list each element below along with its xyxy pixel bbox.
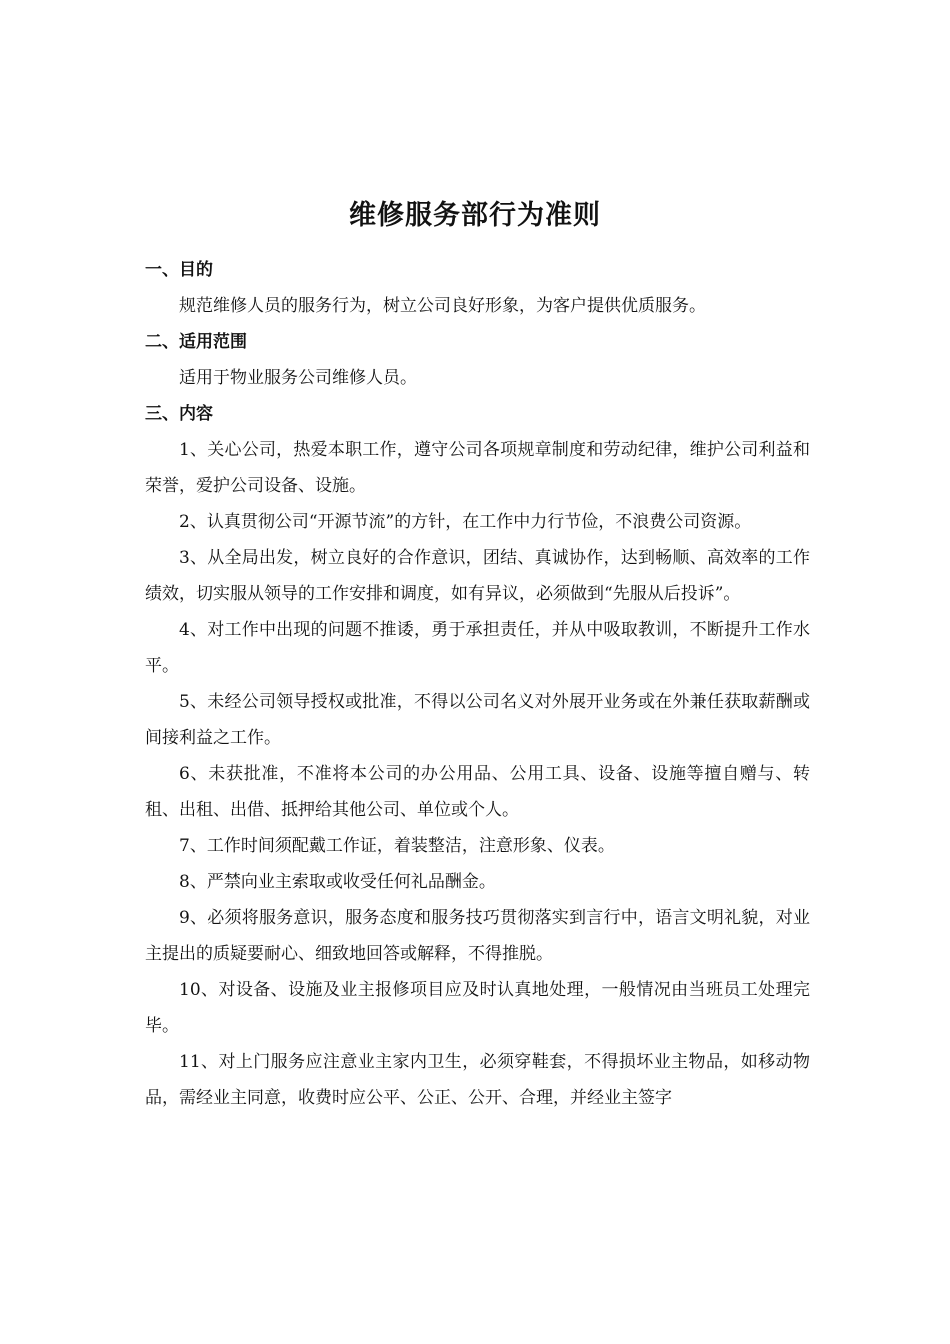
- section-content: [145, 396, 810, 1116]
- section-heading: 三、内容: [145, 404, 213, 424]
- rule-item-10: 10、对设备、设施及业主报修项目应及时认真地处理，一般情况由当班员工处理完毕。: [145, 980, 810, 1036]
- paragraph: 适用于物业服务公司维修人员。: [179, 368, 417, 388]
- rule-item-1: 1、关心公司，热爱本职工作，遵守公司各项规章制度和劳动纪律，维护公司利益和荣誉，爱护公司设备、设施。: [145, 440, 810, 496]
- section-scope: [145, 324, 810, 396]
- rule-item-11: 11、对上门服务应注意业主家内卫生，必须穿鞋套，不得损坏业主物品，如移动物品，需经业主同意，收费时应公平、公正、公开、合理，并经业主签字: [145, 1052, 810, 1108]
- rule-item-3: 3、从全局出发，树立良好的合作意识，团结、真诚协作，达到畅顺、高效率的工作绩效，切实服从领导的工作安排和调度，如有异议，必须做到“先服从后投诉”。: [145, 548, 810, 604]
- rule-item-4: 4、对工作中出现的问题不推诿，勇于承担责任，并从中吸取教训，不断提升工作水平。: [145, 620, 810, 676]
- rule-item-7: 7、工作时间须配戴工作证，着装整洁，注意形象、仪表。: [179, 836, 615, 856]
- section-purpose: [145, 252, 810, 324]
- rule-item-8: 8、严禁向业主索取或收受任何礼品酬金。: [179, 872, 496, 892]
- rule-item-9: 9、必须将服务意识，服务态度和服务技巧贯彻落实到言行中，语言文明礼貌，对业主提出的质疑要耐心、细致地回答或解释，不得推脱。: [145, 908, 810, 964]
- section-heading: 二、适用范围: [145, 332, 247, 352]
- paragraph: 规范维修人员的服务行为，树立公司良好形象，为客户提供优质服务。: [179, 296, 706, 316]
- rule-item-6: 6、未获批准，不准将本公司的办公用品、公用工具、设备、设施等擅自赠与、转租、出租、出借、抵押给其他公司、单位或个人。: [145, 764, 810, 820]
- section-heading: 一、目的: [145, 260, 213, 280]
- document-title: 维修服务部行为准则: [349, 200, 601, 231]
- document-body: [145, 252, 810, 1116]
- rule-item-2: 2、认真贯彻公司“开源节流”的方针，在工作中力行节俭，不浪费公司资源。: [179, 512, 752, 532]
- rule-item-5: 5、未经公司领导授权或批准，不得以公司名义对外展开业务或在外兼任获取薪酬或间接利益之工作。: [145, 692, 810, 748]
